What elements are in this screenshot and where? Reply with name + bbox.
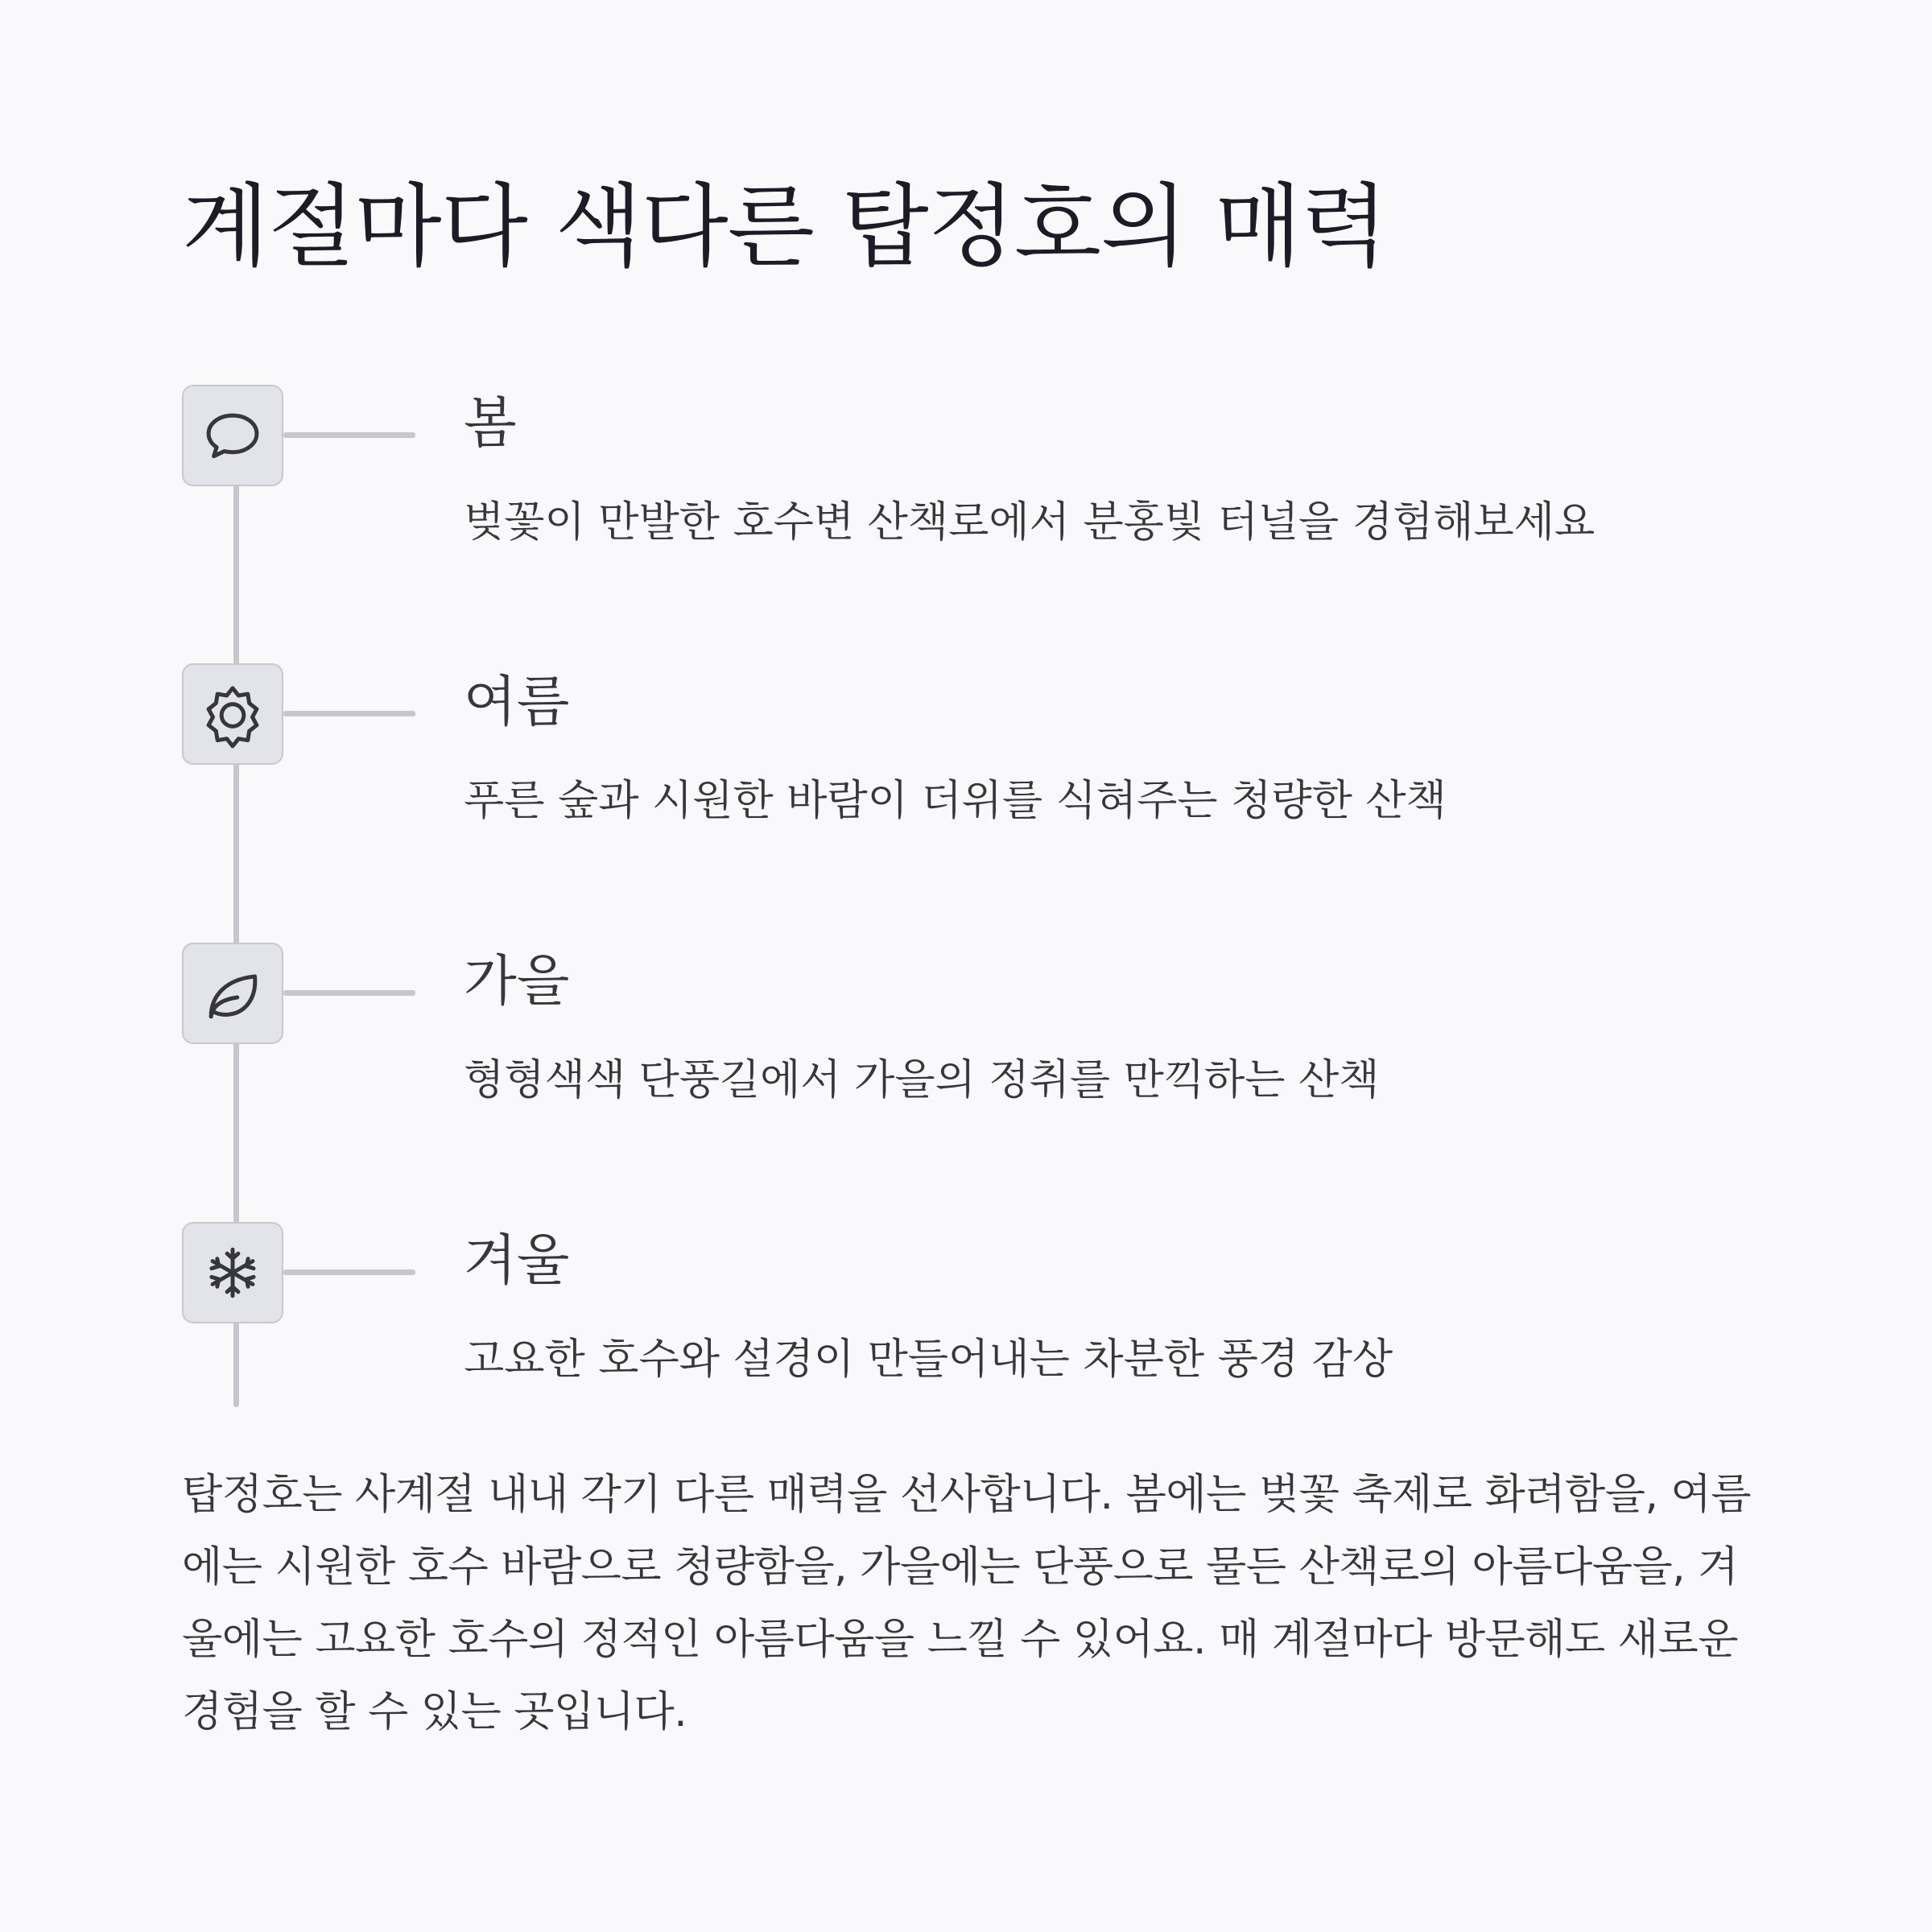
season-description: 벚꽃이 만발한 호수변 산책로에서 분홍빛 터널을 경험해보세요 [464,498,1596,547]
chat-bubble-icon [182,385,283,486]
season-description: 푸른 숲과 시원한 바람이 더위를 식혀주는 청량한 산책 [464,777,1447,825]
summary-paragraph: 탑정호는 사계절 내내 각기 다른 매력을 선사합니다. 봄에는 벚꽃 축제로 화려함을, 여름에는 시원한 호수 바람으로 청량함을, 가을에는 단풍으로 물든 산책로의 아름다움을, 겨울에는 고요한 호수의 정적인 아름다움을 느낄 수 있어요. 매 계절마다 방문해도 새로운 경험을 할 수 있는 곳입니다. [182,1471,1752,1736]
timeline-branch [283,1269,415,1275]
timeline-item-summer [0,663,1932,905]
timeline-item-spring [0,385,1932,626]
timeline-branch [283,711,415,716]
sun-icon [182,663,283,765]
timeline-branch [283,990,415,996]
season-title: 봄 [464,392,517,456]
page-title: 계절마다 색다른 탑정호의 매력 [182,175,1388,279]
timeline-item-winter [0,1222,1932,1463]
season-title: 가을 [464,950,570,1013]
season-title: 겨울 [464,1229,570,1293]
season-description: 고요한 호수와 설경이 만들어내는 차분한 풍경 감상 [464,1335,1393,1384]
season-description: 형형색색 단풍길에서 가을의 정취를 만끽하는 산책 [464,1056,1380,1104]
leaf-icon [182,943,283,1044]
snowflake-icon [182,1222,283,1323]
season-title: 여름 [464,671,570,734]
timeline-branch [283,432,415,438]
timeline-item-autumn [0,943,1932,1184]
